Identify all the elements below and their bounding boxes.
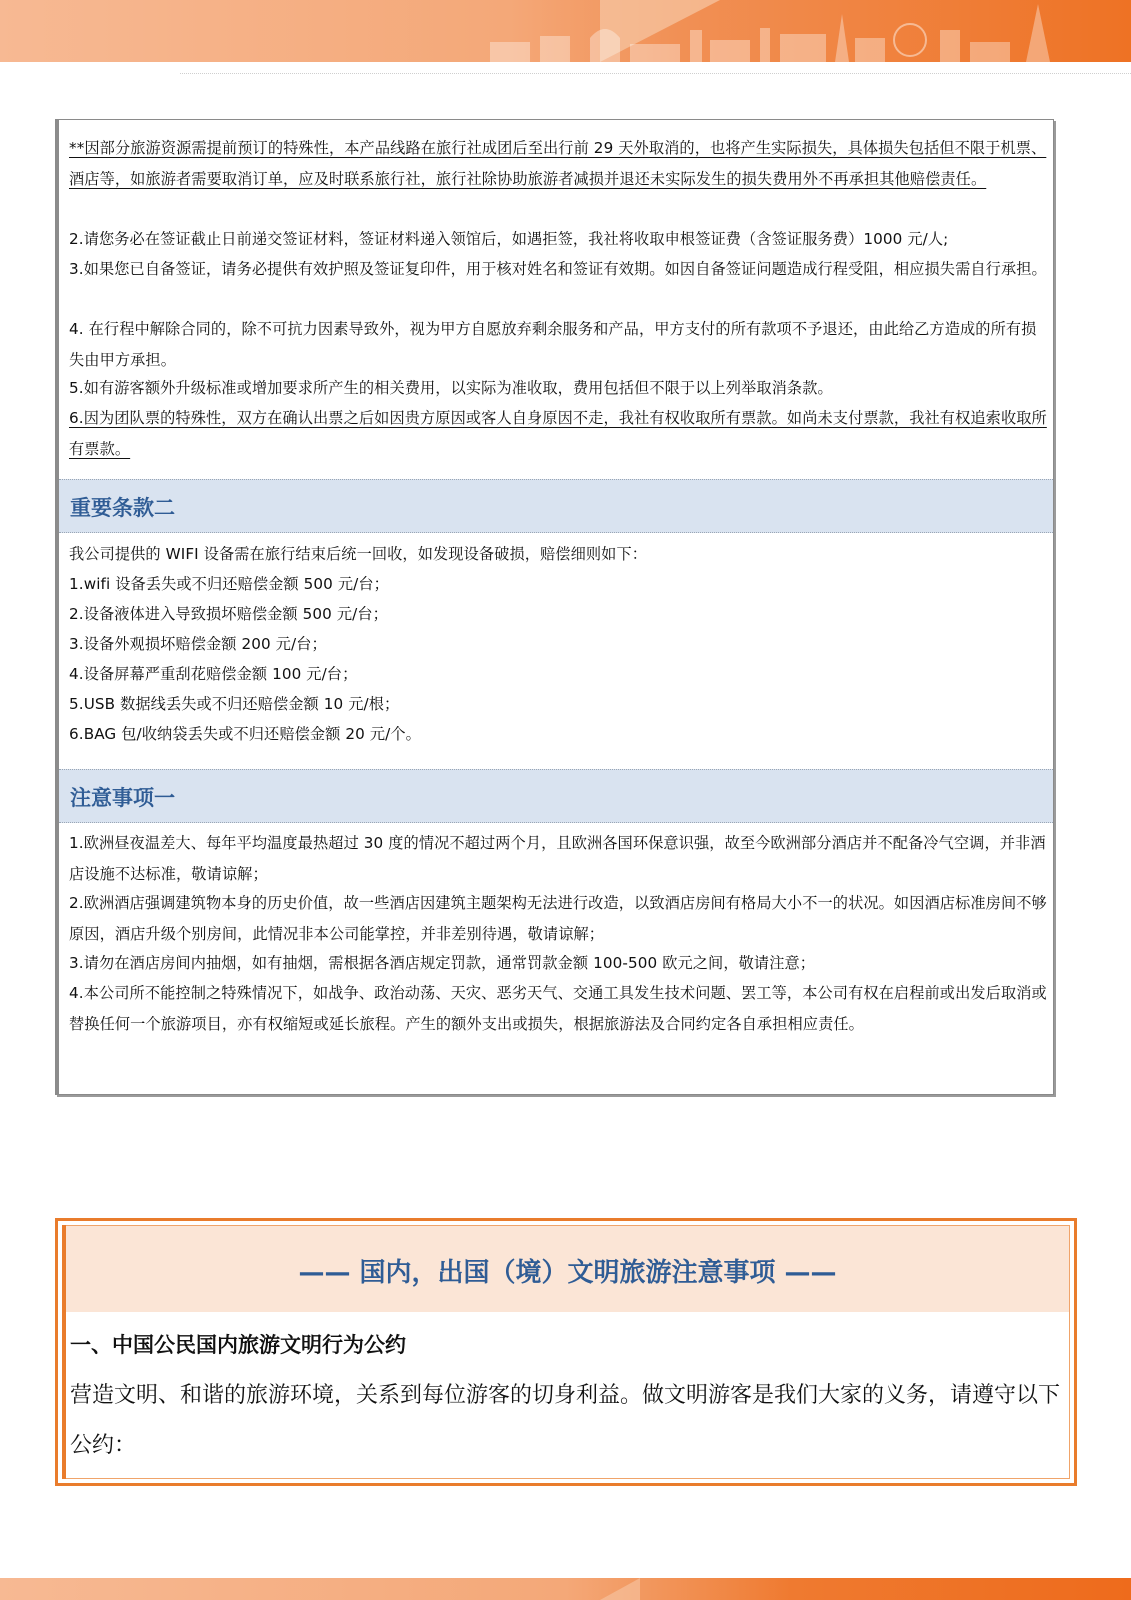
contract-termination-note: 4. 在行程中解除合同的，除不可抗力因素导致外，视为甲方自愿放弃剩余服务和产品，甲方支付的所有款项不予退还，由此给乙方造成的所有损失由甲方承担。 <box>69 320 1037 369</box>
city-skyline-icon <box>470 0 1070 62</box>
box-title: —— 国内，出国（境）文明旅游注意事项 —— <box>298 1258 837 1288</box>
header-rule <box>180 73 1131 74</box>
list-item: 2.设备液体进入导致损坏赔偿金额 500 元/台； <box>69 605 388 623</box>
box-title-band <box>66 1226 1069 1312</box>
visa-deadline-note: 2.请您务必在签证截止日前递交签证材料，签证材料递入领馆后，如遇拒签，我社将收取申根签证费（含签证服务费）1000 元/人; <box>69 230 949 248</box>
cancellation-note: **因部分旅游资源需提前预订的特殊性，本产品线路在旅行社成团后至出行前 29 天外取消的，也将产生实际损失，具体损失包括但不限于机票、酒店等，如旅游者需要取消订单，应及时联系旅行社，旅行社除协助旅游者减损并退还未实际发生的损失费用外不再承担其他赔偿责任。 <box>69 139 1047 188</box>
section-heading-notice-1 <box>59 769 1053 823</box>
civilized-travel-box <box>55 1218 1077 1486</box>
list-item: 5.USB 数据线丢失或不归还赔偿金额 10 元/根； <box>69 695 400 713</box>
group-ticket-note: 6.因为团队票的特殊性，双方在确认出票之后如因贵方原因或客人自身原因不走，我社有权收取所有票款。如尚未支付票款，我社有权追索收取所有票款。 <box>69 409 1047 458</box>
footer-banner <box>0 1578 1131 1600</box>
list-item: 6.BAG 包/收纳袋丢失或不归还赔偿金额 20 元/个。 <box>69 725 421 743</box>
list-item: 1.欧洲昼夜温差大、每年平均温度最热超过 30 度的情况不超过两个月，且欧洲各国环保意识强，故至今欧洲部分酒店并不配备冷气空调，并非酒店设施不达标准，敬请谅解； <box>69 834 1046 883</box>
list-item: 3.设备外观损坏赔偿金额 200 元/台； <box>69 635 327 653</box>
wifi-intro: 我公司提供的 WIFI 设备需在旅行结束后统一回收，如发现设备破损，赔偿细则如下： <box>69 545 648 563</box>
list-item: 1.wifi 设备丢失或不归还赔偿金额 500 元/台； <box>69 575 389 593</box>
section-title: 重要条款二 <box>70 496 175 520</box>
extra-fees-note: 5.如有游客额外升级标准或增加要求所产生的相关费用，以实际为准收取，费用包括但不限于以上列举取消条款。 <box>69 379 833 397</box>
list-item: 3.请勿在酒店房间内抽烟，如有抽烟，需根据各酒店规定罚款，通常罚款金额 100-500 欧元之间，敬请注意； <box>69 954 816 972</box>
convention-heading: 一、中国公民国内旅游文明行为公约 <box>70 1333 406 1357</box>
header-banner <box>0 0 1131 62</box>
list-item: 4.设备屏幕严重刮花赔偿金额 100 元/台； <box>69 665 358 683</box>
section-heading-terms-2 <box>59 479 1053 533</box>
own-visa-note: 3.如果您已自备签证，请务必提供有效护照及签证复印件，用于核对姓名和签证有效期。如因自备签证问题造成行程受阻，相应损失需自行承担。 <box>69 260 1047 278</box>
convention-intro: 营造文明、和谐的旅游环境，关系到每位游客的切身利益。做文明游客是我们大家的义务，请遵守以下公约： <box>70 1383 1061 1458</box>
list-item: 4.本公司所不能控制之特殊情况下，如战争、政治动荡、天灾、恶劣天气、交通工具发生技术问题、罢工等，本公司有权在启程前或出发后取消或替换任何一个旅游项目，亦有权缩短或延长旅程。产生的额外支出或损失，根据旅游法及合同约定各自承担相应责任。 <box>69 984 1047 1033</box>
section-title: 注意事项一 <box>70 786 175 810</box>
list-item: 2.欧洲酒店强调建筑物本身的历史价值，故一些酒店因建筑主题架构无法进行改造，以致酒店房间有格局大小不一的状况。如因酒店标准房间不够原因，酒店升级个别房间，此情况非本公司能掌控，并非差别待遇，敬请谅解； <box>69 894 1047 943</box>
terms-box <box>55 119 1054 1095</box>
